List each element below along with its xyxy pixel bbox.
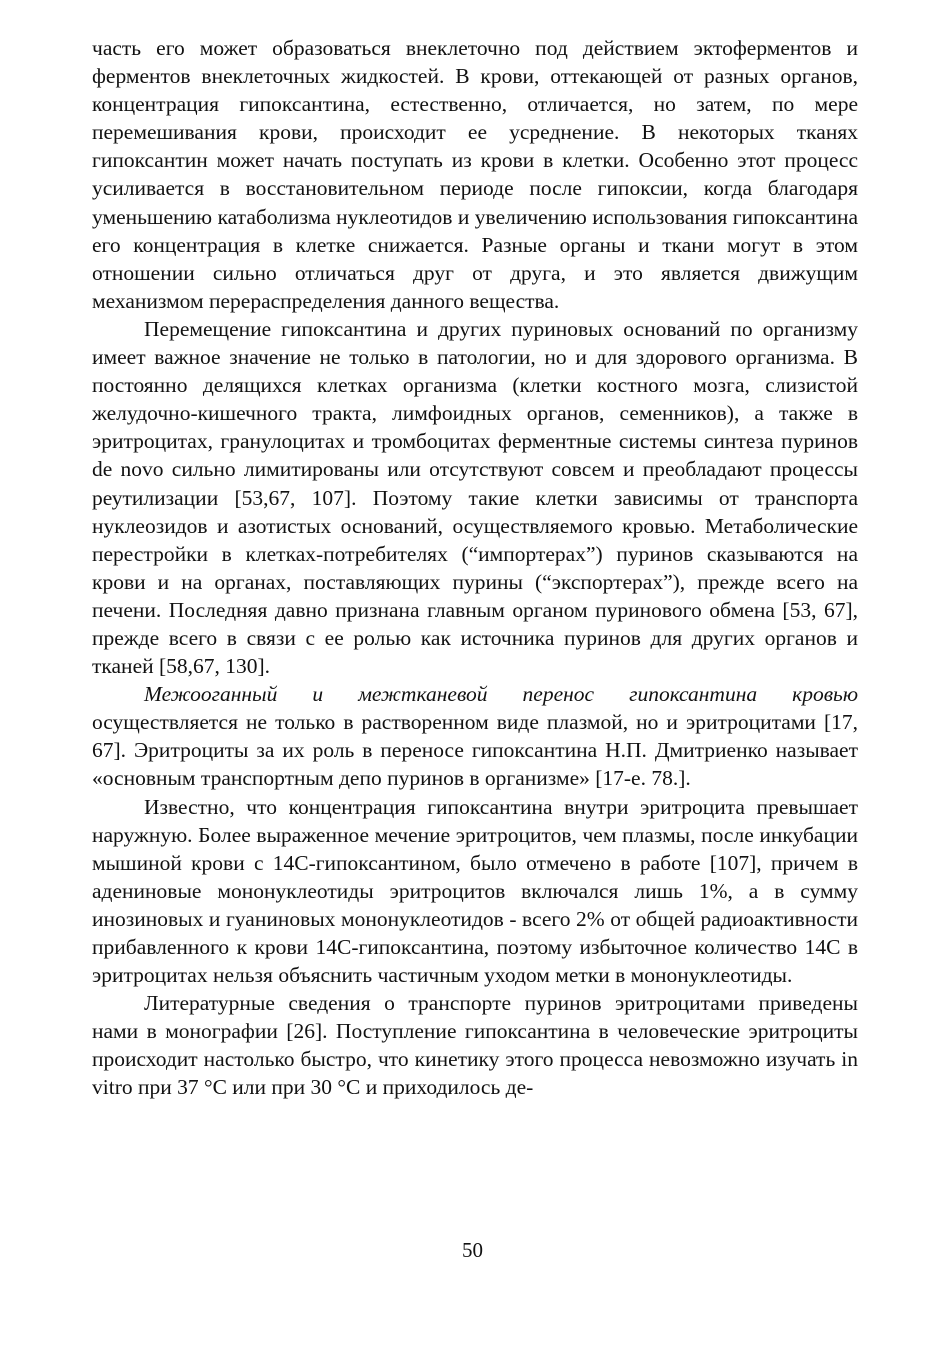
paragraph-1: часть его может образоваться внеклеточно под действием эктоферментов и ферментов внеклеточных жидкостей. В крови, оттекающей от разных органов, концентрация гипоксантина, естественно, отличается, но затем, по мере перемешивания крови, происходит ее усреднение. В некоторых тканях гипоксантин может начать поступать из крови в клетки. Особенно этот процесс усиливается в восстановительном периоде после гипоксии, когда благодаря уменьшению катаболизма нуклеотидов и увеличению использования гипоксантина его концентрация в клетке снижается. Разные органы и ткани могут в этом отношении сильно отличаться друг от друга, и это является движущим механизмом перераспределения данного вещества. — [92, 36, 858, 313]
paragraph-3 — [92, 680, 858, 792]
paragraph-2: Перемещение гипоксантина и других пуриновых оснований по организму имеет важное значение не только в патологии, но и для здорового организма. В постоянно делящихся клетках организма (клетки костного мозга, слизистой желудочно-кишечного тракта, лимфоидных органов, семенников), а также в эритроцитах, гранулоцитах и тромбоцитах ферментные системы синтеза пуринов de novo сильно лимитированы или отсутствуют совсем и преобладают процессы реутилизации [53,67, 107]. Поэтому такие клетки зависимы от транспорта нуклеозидов и азотистых оснований, осуществляемого кровью. Метаболические перестройки в клетках-потребителях (“импортерах”) пуринов сказываются на крови и на органах, поставляющих пурины (“экспортерах”), прежде всего на печени. Последняя давно признана главным органом пуринового обмена [53, 67], прежде всего в связи с ее ролью как источника пуринов для других органов и тканей [58,67, 130]. — [92, 316, 858, 679]
paragraph-3-italic-lead: Межооганный и межтканевой перенос гипоксантина кровью — [144, 682, 858, 707]
paragraph-3-text: осуществляется не только в растворенном виде плазмой, но и эритроцитами [17, 67]. Эритроциты за их роль в переносе гипоксантина Н.П. Дмитриенко называет «основным транспортным депо пуринов в организме» [17-е. 78.]. — [92, 710, 858, 791]
paragraph-5: Литературные сведения о транспорте пуринов эритроцитами приведены нами в монографии [26]. Поступление гипоксантина в человеческие эритроциты происходит настолько быстро, что кинетику этого процесса невозможно изучать in vitro при 37 °С или при 30 °С и приходилось де- — [92, 991, 858, 1100]
body-text — [92, 34, 858, 1102]
paragraph-4: Известно, что концентрация гипоксантина внутри эритроцита превышает наружную. Более выраженное мечение эритроцитов, чем плазмы, после инкубации мышиной крови с 14C-гипоксантином, было отмечено в работе [107], причем в адениновые мононуклеотиды эритроцитов включался лишь 1%, а в сумму инозиновых и гуаниновых мононуклеотидов - всего 2% от общей радиоактивности прибавленного к крови 14C-гипоксантина, поэтому избыточное количество 14C в эритроцитах нельзя объяснить частичным уходом метки в мононуклеотиды. — [92, 794, 858, 988]
page-number: 50 — [462, 1238, 483, 1262]
